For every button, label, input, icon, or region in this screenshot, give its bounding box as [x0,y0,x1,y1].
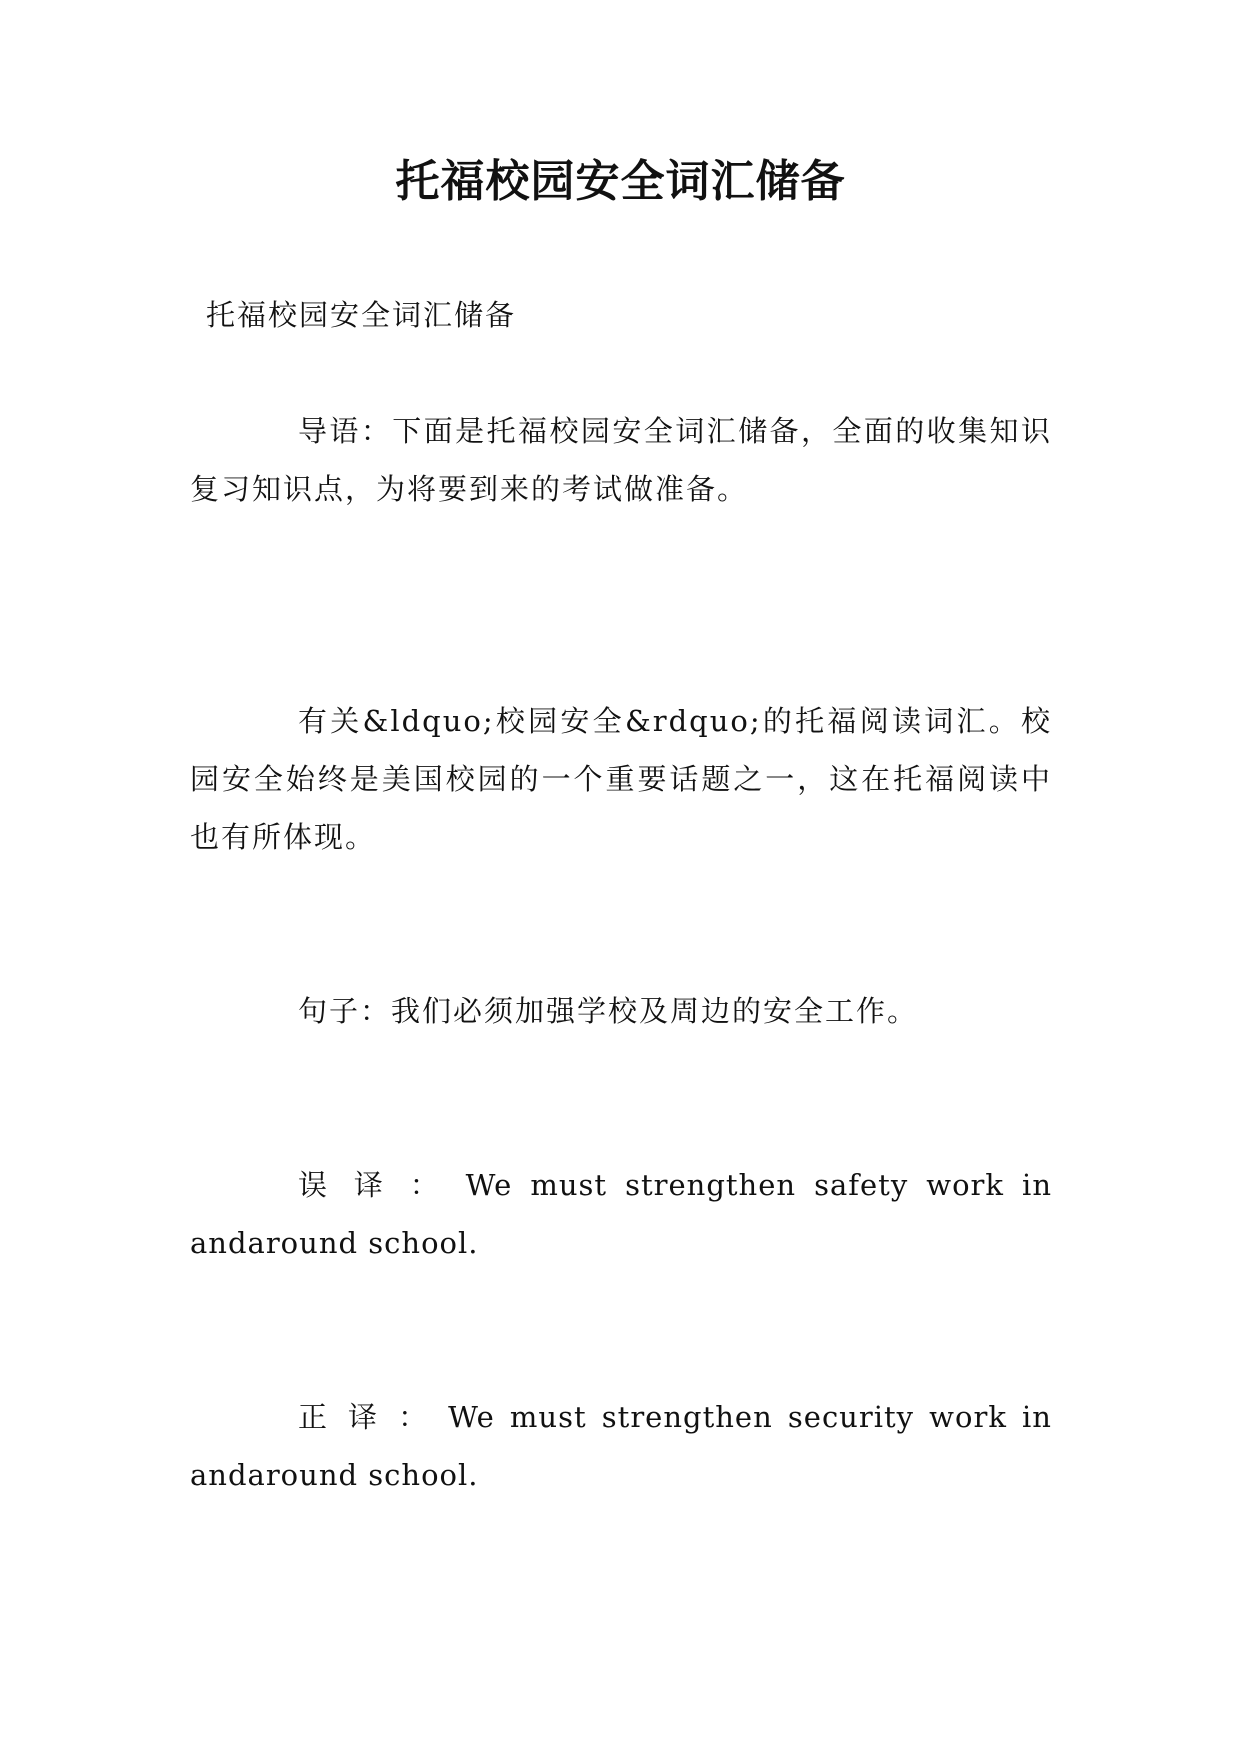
document-subtitle: 托福校园安全词汇储备 [206,298,517,332]
wrong-translation: 误 译 ： We must strengthen safety work in andaround school. [190,1168,1052,1260]
topic-paragraph: 有关&ldquo;校园安全&rdquo;的托福阅读词汇。校园安全始终是美国校园的一个重要话题之一，这在托福阅读中也有所体现。 [190,704,1052,854]
correct-translation: 正 译 ： We must strengthen security work in andaround school. [190,1400,1052,1492]
intro-paragraph: 导语：下面是托福校园安全词汇储备，全面的收集知识复习知识点，为将要到来的考试做准备。 [190,414,1052,506]
example-sentence: 句子：我们必须加强学校及周边的安全工作。 [298,994,919,1028]
page-title: 托福校园安全词汇储备 [395,156,846,207]
